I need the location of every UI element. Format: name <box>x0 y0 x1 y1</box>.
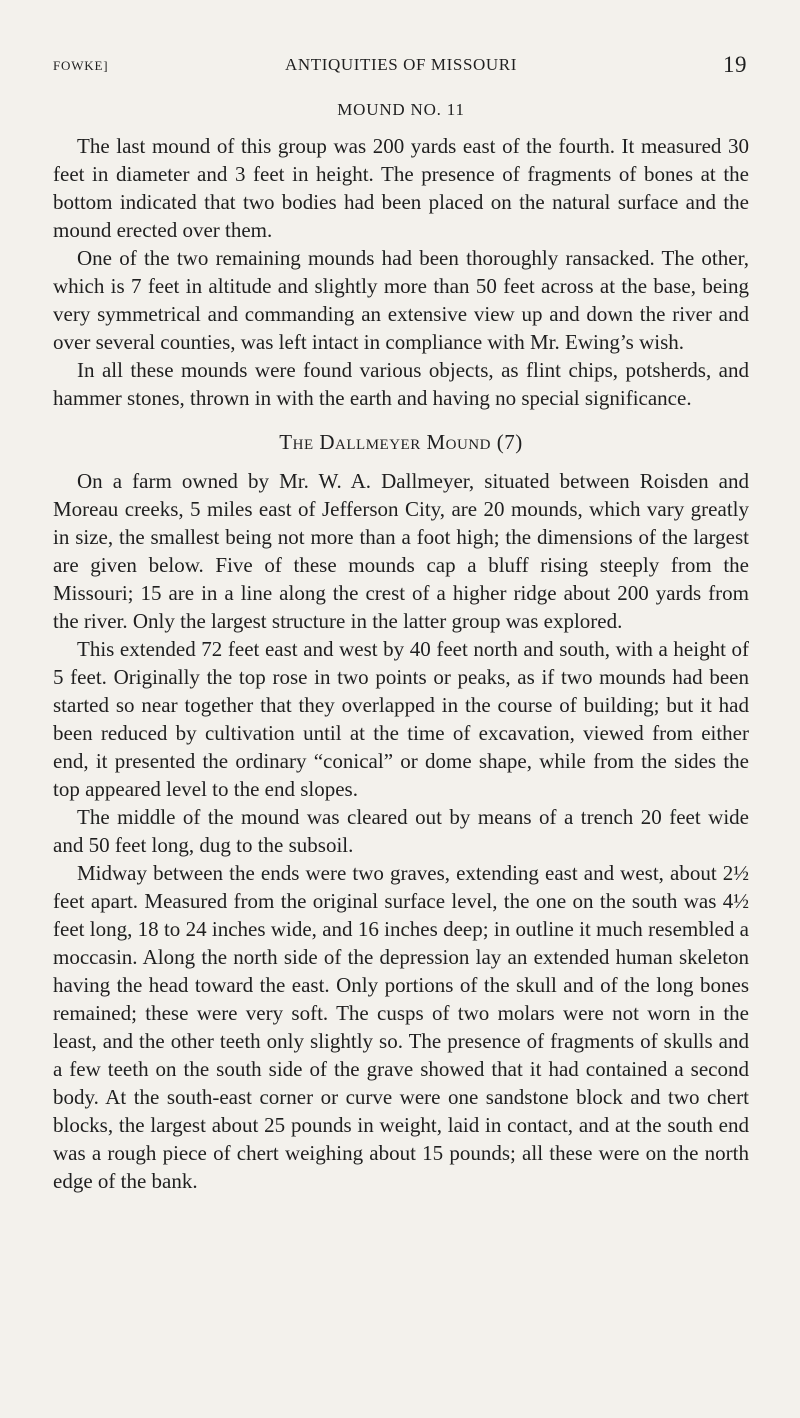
paragraph: On a farm owned by Mr. W. A. Dallmeyer, situated between Roisden and Moreau creeks, 5 miles east of Jefferson City, are 20 mounds, which vary greatly in size, the smallest being not more than a foot high; the dimensions of the largest are given below. Five of these mounds cap a bluff rising steeply from the Missouri; 15 are in a line along the crest of a higher ridge about 200 yards from the river. Only the largest structure in the latter group was explored. <box>53 469 749 633</box>
running-head-title: ANTIQUITIES OF MISSOURI <box>285 55 517 74</box>
paragraph: One of the two remaining mounds had been thoroughly ransacked. The other, which is 7 feet in altitude and slightly more than 50 feet across at the base, being very symmetrical and commanding an extensive view up and down the river and over several counties, was left intact in compliance with Mr. Ewing’s wish. <box>53 246 749 354</box>
page-number: 19 <box>723 52 747 77</box>
running-head <box>53 52 749 82</box>
section-title-dallmeyer-mound: The Dallmeyer Mound (7) <box>279 430 523 454</box>
paragraph: This extended 72 feet east and west by 40 feet north and south, with a height of 5 feet. Originally the top rose in two points or peaks, as if two mounds had been started so near together that they overlapped in the course of building; but it had been reduced by cultivation until at the time of excavation, viewed from either end, it presented the ordinary “conical” or dome shape, while from the sides the top appeared level to the end slopes. <box>53 637 749 801</box>
document-page <box>53 52 749 1195</box>
paragraph: In all these mounds were found various objects, as flint chips, potsherds, and hammer stones, thrown in with the earth and having no special significance. <box>53 358 749 410</box>
section-title-mound-11: MOUND NO. 11 <box>337 100 465 119</box>
running-head-author: FOWKE] <box>53 58 109 73</box>
paragraph: The last mound of this group was 200 yards east of the fourth. It measured 30 feet in diameter and 3 feet in height. The presence of fragments of bones at the bottom indicated that two bodies had been placed on the natural surface and the mound erected over them. <box>53 134 749 242</box>
paragraph: The middle of the mound was cleared out by means of a trench 20 feet wide and 50 feet long, dug to the subsoil. <box>53 805 749 857</box>
paragraph: Midway between the ends were two graves, extending east and west, about 2½ feet apart. Measured from the original surface level, the one on the south was 4½ feet long, 18 to 24 inches wide, and 16 inches deep; in outline it much resembled a moccasin. Along the north side of the depression lay an extended human skeleton having the head toward the east. Only portions of the skull and of the long bones remained; these were very soft. The cusps of two molars were not worn in the least, and the other teeth only slightly so. The presence of fragments of skulls and a few teeth on the south side of the grave showed that it had contained a second body. At the south-east corner or curve were one sandstone block and two chert blocks, the largest about 25 pounds in weight, laid in contact, and at the south end was a rough piece of chert weighing about 15 pounds; all these were on the north edge of the bank. <box>53 861 749 1193</box>
